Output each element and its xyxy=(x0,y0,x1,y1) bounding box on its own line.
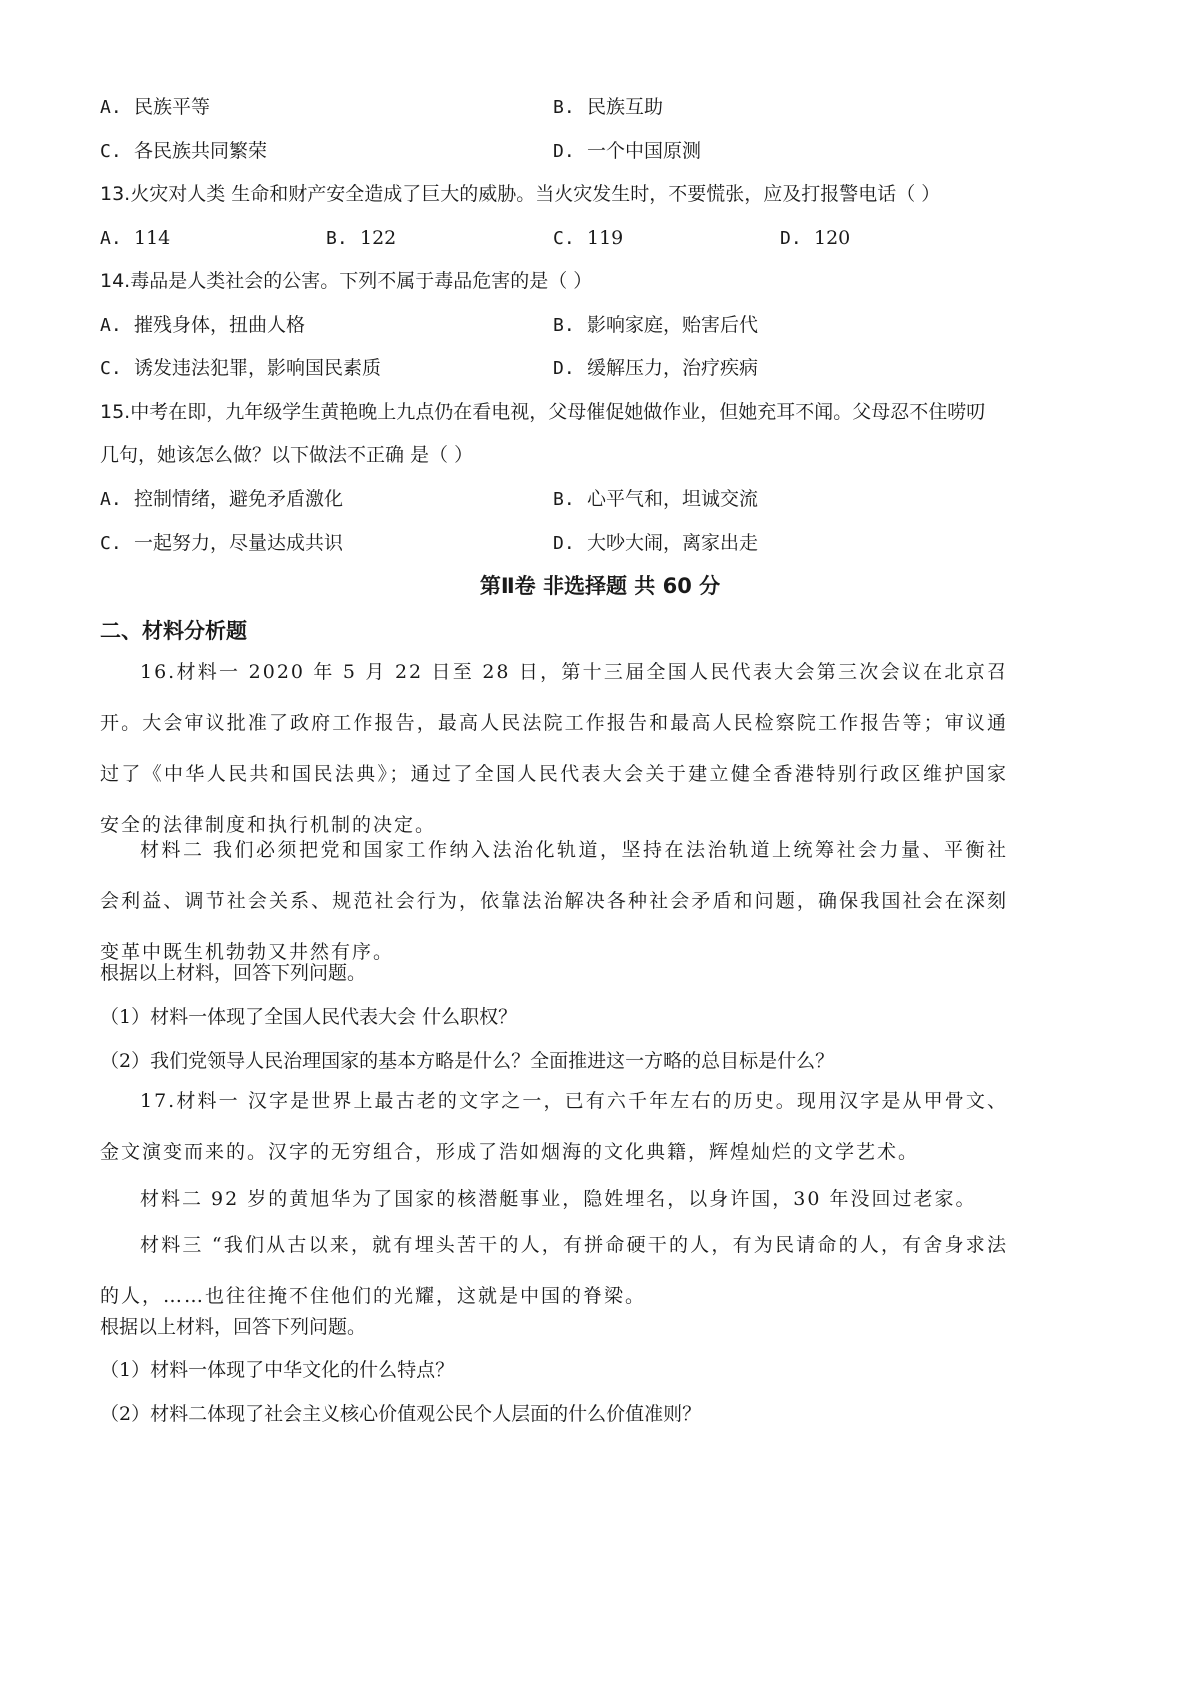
q17-material2: 材料二 92 岁的黄旭华为了国家的核潜艇事业，隐姓埋名，以身许国，30 年没回过老家。 xyxy=(140,1188,977,1210)
q14-option-d xyxy=(553,355,758,382)
q17-question-2: （2）材料二体现了社会主义核心价值观公民个人层面的什么价值准则？ xyxy=(100,1403,702,1425)
option-letter: D. xyxy=(553,358,575,379)
option-text: 控制情绪，避免矛盾激化 xyxy=(134,488,344,510)
option-letter: C. xyxy=(100,141,122,162)
option-text: 120 xyxy=(814,227,851,249)
q14-option-b xyxy=(553,312,758,339)
q13-stem: 13.火灾对人类 生命和财产安全造成了巨大的威胁。当火灾发生时，不要慌张，应及打报警电话（ ） xyxy=(100,183,941,205)
q14-option-c xyxy=(100,355,381,382)
q16-material1: 16.材料一 2020 年 5 月 22 日至 28 日，第十三届全国人民代表大会第三次会议在北京召开。大会审议批准了政府工作报告，最高人民法院工作报告和最高人民检察院工作报告等；审议通过了《中华人民共和国民法典》；通过了全国人民代表大会关于建立健全香港特别行政区维护国家安全的法律制度和执行机制的决定。 xyxy=(100,661,1008,836)
option-letter: A. xyxy=(100,97,122,118)
option-text: 大吵大闹，离家出走 xyxy=(587,532,759,554)
option-letter: D. xyxy=(553,533,575,554)
q12-option-d xyxy=(553,138,701,165)
option-letter: C. xyxy=(100,533,122,554)
option-letter: C. xyxy=(100,358,122,379)
option-letter: A. xyxy=(100,489,122,510)
part2-title: 第Ⅱ卷 非选择题 共 60 分 xyxy=(479,574,721,598)
option-text: 122 xyxy=(360,227,397,249)
option-text: 摧残身体，扭曲人格 xyxy=(134,314,306,336)
q17-material3: 材料三 “我们从古以来，就有埋头苦干的人，有拼命硬干的人，有为民请命的人，有舍身求法的人，……也往往掩不住他们的光耀，这就是中国的脊梁。 xyxy=(100,1234,1008,1307)
option-letter: B. xyxy=(553,489,575,510)
q13-option-b xyxy=(326,225,396,252)
option-text: 一起努力，尽量达成共识 xyxy=(134,532,344,554)
q15-stem-line1: 15.中考在即，九年级学生黄艳晚上九点仍在看电视，父母催促她做作业，但她充耳不闻。父母忍不住唠叨 xyxy=(100,401,986,423)
option-letter: D. xyxy=(553,141,575,162)
option-text: 一个中国原测 xyxy=(587,140,702,162)
option-letter: B. xyxy=(326,228,348,249)
option-text: 各民族共同繁荣 xyxy=(134,140,268,162)
option-text: 缓解压力，治疗疾病 xyxy=(587,357,759,379)
q15-option-d xyxy=(553,530,758,557)
q16-question-1: （1）材料一体现了全国人民代表大会 什么职权？ xyxy=(100,1006,518,1028)
option-letter: A. xyxy=(100,228,122,249)
q13-option-c xyxy=(553,225,623,252)
q12-option-c xyxy=(100,138,267,165)
q17-prompt: 根据以上材料，回答下列问题。 xyxy=(100,1316,367,1338)
q16-prompt: 根据以上材料，回答下列问题。 xyxy=(100,962,367,984)
q15-stem-line2: 几句，她该怎么做？以下做法不正确 是（ ） xyxy=(100,444,474,466)
q14-option-a xyxy=(100,312,305,339)
q17-material1: 17.材料一 汉字是世界上最古老的文字之一，已有六千年左右的历史。现用汉字是从甲骨文、金文演变而来的。汉字的无穷组合，形成了浩如烟海的文化典籍，辉煌灿烂的文学艺术。 xyxy=(100,1090,1008,1163)
section2-title: 二、材料分析题 xyxy=(100,619,247,643)
q15-option-c xyxy=(100,530,343,557)
option-text: 心平气和，坦诚交流 xyxy=(587,488,759,510)
option-letter: B. xyxy=(553,315,575,336)
option-letter: A. xyxy=(100,315,122,336)
option-letter: D. xyxy=(780,228,802,249)
q17-question-1: （1）材料一体现了中华文化的什么特点？ xyxy=(100,1359,455,1381)
option-letter: B. xyxy=(553,97,575,118)
option-text: 民族互助 xyxy=(587,96,664,118)
option-text: 民族平等 xyxy=(134,96,211,118)
q12-option-a xyxy=(100,94,210,121)
q16-material2: 材料二 我们必须把党和国家工作纳入法治化轨道，坚持在法治轨道上统筹社会力量、平衡社会利益、调节社会关系、规范社会行为，依靠法治解决各种社会矛盾和问题，确保我国社会在深刻变革中既生机勃勃又井然有序。 xyxy=(100,839,1008,963)
q14-stem: 14.毒品是人类社会的公害。下列不属于毒品危害的是（ ） xyxy=(100,270,593,292)
q13-option-d xyxy=(780,225,850,252)
q12-option-b xyxy=(553,94,663,121)
option-text: 114 xyxy=(134,227,171,249)
option-text: 119 xyxy=(587,227,624,249)
option-text: 影响家庭，贻害后代 xyxy=(587,314,759,336)
option-letter: C. xyxy=(553,228,575,249)
option-text: 诱发违法犯罪，影响国民素质 xyxy=(134,357,382,379)
q13-option-a xyxy=(100,225,170,252)
q15-option-a xyxy=(100,486,343,513)
q16-question-2: （2）我们党领导人民治理国家的基本方略是什么？全面推进这一方略的总目标是什么？ xyxy=(100,1050,835,1072)
q15-option-b xyxy=(553,486,758,513)
